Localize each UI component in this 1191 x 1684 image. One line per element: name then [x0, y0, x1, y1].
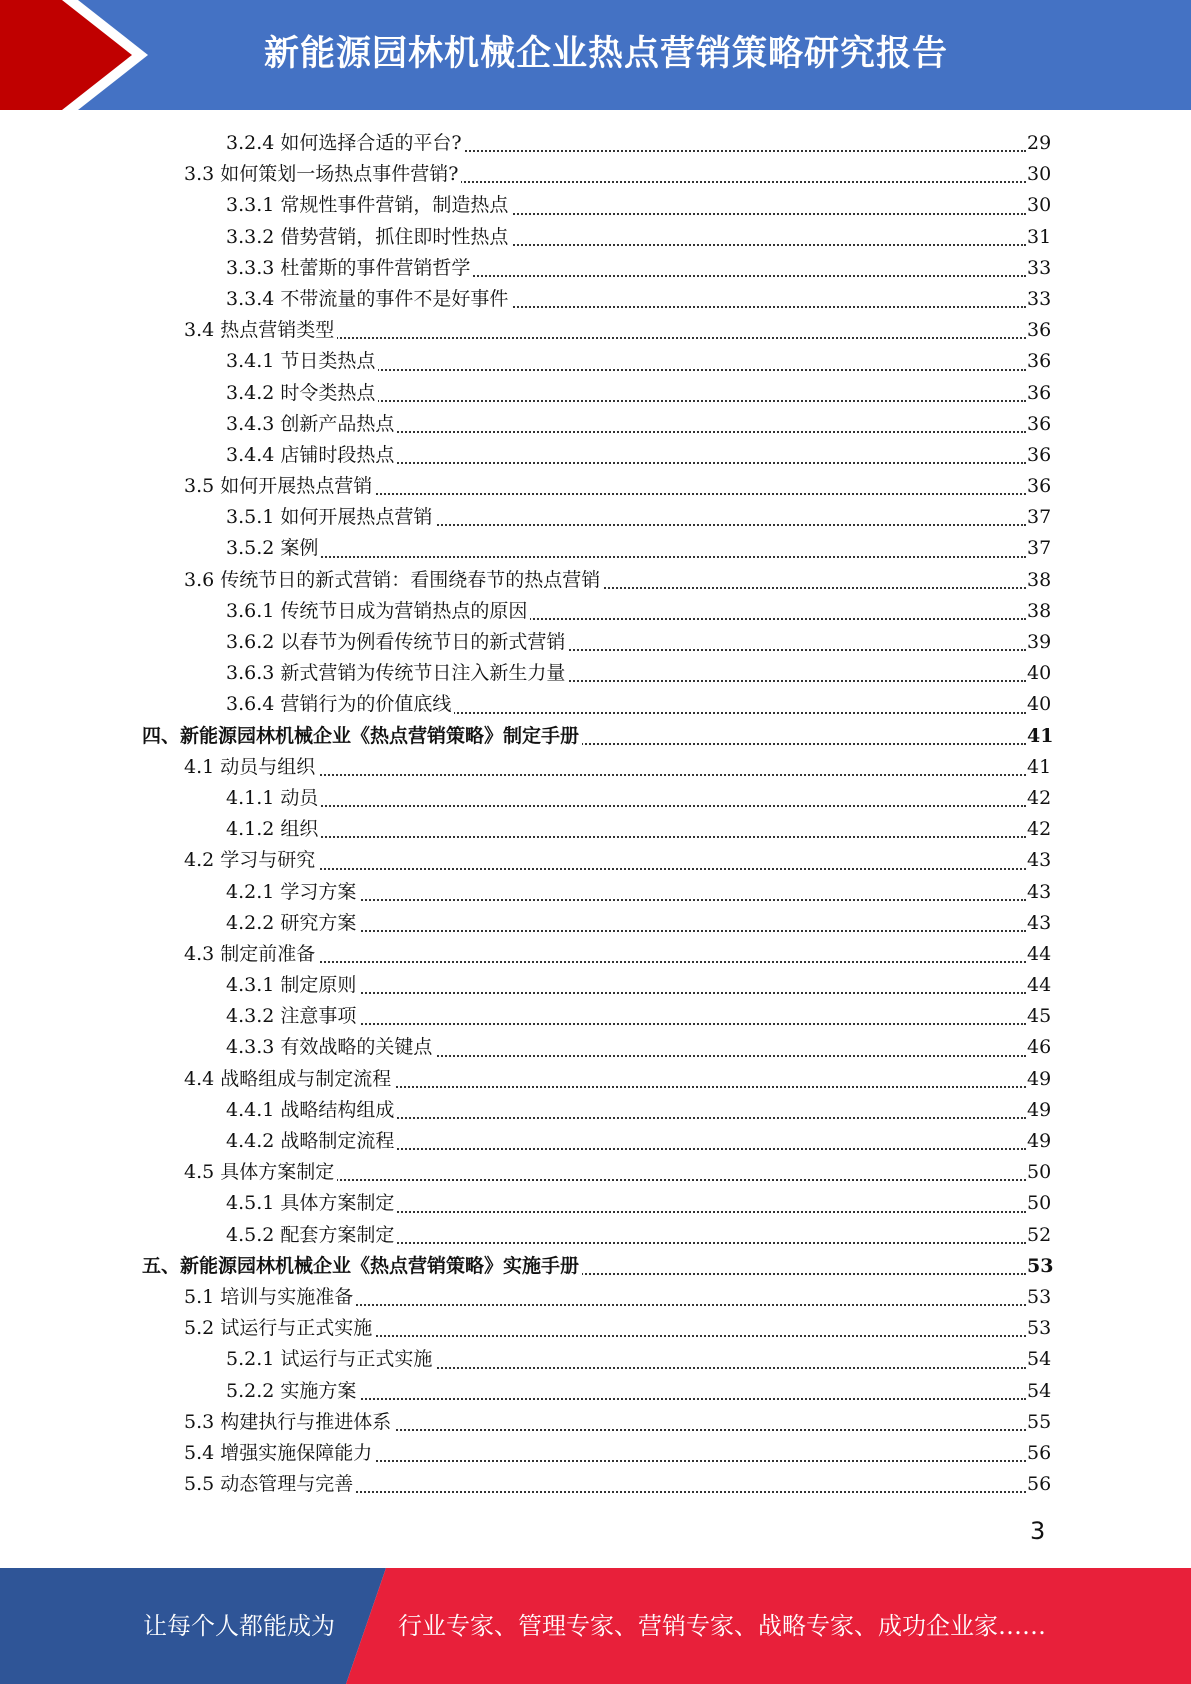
toc-entry[interactable]	[0, 1313, 1191, 1344]
toc-entry-page: 42	[1027, 783, 1051, 814]
toc-entry[interactable]	[0, 1188, 1191, 1219]
toc-entry[interactable]	[0, 1095, 1191, 1126]
toc-entry[interactable]	[0, 253, 1191, 284]
toc-entry-page: 43	[1027, 845, 1051, 876]
toc-entry[interactable]	[0, 1407, 1191, 1438]
toc-entry[interactable]	[0, 939, 1191, 970]
toc-entry[interactable]	[0, 752, 1191, 783]
toc-entry-title: 4.5 具体方案制定	[184, 1157, 337, 1188]
toc-entry[interactable]	[0, 346, 1191, 377]
toc-entry-page: 40	[1027, 658, 1051, 689]
toc-entry[interactable]	[0, 502, 1191, 533]
toc-entry[interactable]	[0, 471, 1191, 502]
toc-entry-page: 46	[1027, 1032, 1051, 1063]
toc-entry-page: 33	[1027, 253, 1051, 284]
toc-entry[interactable]	[0, 1220, 1191, 1251]
toc-entry-title: 3.3.2 借势营销，抓住即时性热点	[226, 222, 511, 253]
toc-entry-page: 36	[1027, 346, 1051, 377]
toc-entry[interactable]	[0, 533, 1191, 564]
toc-entry-page: 49	[1027, 1095, 1051, 1126]
toc-entry-title: 3.6.1 传统节日成为营销热点的原因	[226, 596, 530, 627]
toc-entry-page: 40	[1027, 689, 1051, 720]
toc-entry[interactable]	[0, 970, 1191, 1001]
toc-entry-page: 37	[1027, 533, 1051, 564]
toc-entry-page: 38	[1027, 565, 1051, 596]
toc-entry[interactable]	[0, 721, 1191, 752]
toc-entry[interactable]	[0, 908, 1191, 939]
toc-entry-title: 3.5.2 案例	[226, 533, 321, 564]
toc-entry-page: 33	[1027, 284, 1051, 315]
toc-entry-page: 36	[1027, 471, 1051, 502]
toc-entry-page: 52	[1027, 1220, 1051, 1251]
toc-entry-title: 4.2 学习与研究	[184, 845, 318, 876]
toc-entry-title: 3.4.4 店铺时段热点	[226, 440, 397, 471]
toc-entry-title: 3.4.2 时令类热点	[226, 378, 378, 409]
footer-band	[0, 1568, 1191, 1684]
toc-entry-page: 36	[1027, 440, 1051, 471]
toc-entry-page: 50	[1027, 1157, 1051, 1188]
toc-entry[interactable]	[0, 565, 1191, 596]
toc-entry-page: 36	[1027, 409, 1051, 440]
toc-entry[interactable]	[0, 1438, 1191, 1469]
toc-entry[interactable]	[0, 190, 1191, 221]
toc-entry[interactable]	[0, 1282, 1191, 1313]
toc-entry-page: 44	[1027, 939, 1051, 970]
toc-entry-page: 36	[1027, 315, 1051, 346]
toc-dot-leader	[226, 814, 1026, 845]
toc-entry-title: 5.3 构建执行与推进体系	[184, 1407, 394, 1438]
toc-entry-title: 3.3.3 杜蕾斯的事件营销哲学	[226, 253, 473, 284]
toc-entry[interactable]	[0, 440, 1191, 471]
toc-entry-title: 5.2.2 实施方案	[226, 1376, 359, 1407]
toc-entry[interactable]	[0, 284, 1191, 315]
toc-entry-page: 53	[1027, 1313, 1051, 1344]
toc-entry-page: 53	[1027, 1251, 1053, 1282]
toc-entry-title: 3.5 如何开展热点营销	[184, 471, 375, 502]
toc-entry-title: 4.1.1 动员	[226, 783, 321, 814]
toc-entry[interactable]	[0, 1032, 1191, 1063]
toc-entry-title: 5.4 增强实施保障能力	[184, 1438, 375, 1469]
toc-entry-page: 54	[1027, 1344, 1051, 1375]
toc-entry[interactable]	[0, 596, 1191, 627]
toc-entry[interactable]	[0, 783, 1191, 814]
toc-entry-title: 3.3.1 常规性事件营销，制造热点	[226, 190, 511, 221]
toc-entry-page: 43	[1027, 877, 1051, 908]
toc-entry-page: 39	[1027, 627, 1051, 658]
toc-entry-title: 4.3.1 制定原则	[226, 970, 359, 1001]
toc-entry-page: 30	[1027, 159, 1051, 190]
toc-entry-page: 30	[1027, 190, 1051, 221]
header-band	[0, 0, 1191, 110]
toc-entry[interactable]	[0, 1344, 1191, 1375]
toc-entry-title: 5.5 动态管理与完善	[184, 1469, 356, 1500]
toc-entry-title: 4.1.2 组织	[226, 814, 321, 845]
toc-entry-page: 56	[1027, 1469, 1051, 1500]
toc-entry-title: 3.5.1 如何开展热点营销	[226, 502, 435, 533]
toc-entry-page: 31	[1027, 222, 1051, 253]
toc-entry[interactable]	[0, 658, 1191, 689]
toc-dot-leader	[226, 783, 1026, 814]
toc-entry[interactable]	[0, 845, 1191, 876]
toc-entry[interactable]	[0, 315, 1191, 346]
toc-entry[interactable]	[0, 1064, 1191, 1095]
toc-entry[interactable]	[0, 814, 1191, 845]
toc-entry-page: 43	[1027, 908, 1051, 939]
toc-entry-page: 55	[1027, 1407, 1051, 1438]
toc-entry[interactable]	[0, 128, 1191, 159]
toc-entry-title: 4.1 动员与组织	[184, 752, 318, 783]
toc-entry-title: 3.6.4 营销行为的价值底线	[226, 689, 454, 720]
toc-entry-page: 50	[1027, 1188, 1051, 1219]
toc-entry-page: 54	[1027, 1376, 1051, 1407]
page-number: 3	[1030, 1517, 1046, 1545]
report-title: 新能源园林机械企业热点营销策略研究报告	[263, 34, 948, 74]
toc-entry-page: 56	[1027, 1438, 1051, 1469]
toc-entry[interactable]	[0, 159, 1191, 190]
toc-entry-title: 4.3.2 注意事项	[226, 1001, 359, 1032]
toc-entry-title: 3.6 传统节日的新式营销：看围绕春节的热点营销	[184, 565, 603, 596]
toc-entry-title: 4.3.3 有效战略的关键点	[226, 1032, 435, 1063]
footer-slogan-left: 让每个人都能成为	[143, 1612, 335, 1640]
toc-entry[interactable]	[0, 409, 1191, 440]
toc-entry-page: 53	[1027, 1282, 1051, 1313]
toc-entry-title: 3.4.3 创新产品热点	[226, 409, 397, 440]
toc-entry-title: 3.3 如何策划一场热点事件营销?	[184, 159, 461, 190]
toc-entry-title: 4.5.2 配套方案制定	[226, 1220, 397, 1251]
toc-entry-title: 4.5.1 具体方案制定	[226, 1188, 397, 1219]
toc-entry-page: 45	[1027, 1001, 1051, 1032]
toc-entry-page: 41	[1027, 752, 1051, 783]
toc-entry-title: 3.4.1 节日类热点	[226, 346, 378, 377]
toc-entry[interactable]	[0, 689, 1191, 720]
toc-entry-title: 4.2.2 研究方案	[226, 908, 359, 939]
toc-entry-title: 四、新能源园林机械企业《热点营销策略》制定手册	[142, 721, 582, 752]
toc-entry-page: 42	[1027, 814, 1051, 845]
toc-entry-title: 4.2.1 学习方案	[226, 877, 359, 908]
toc-entry-title: 五、新能源园林机械企业《热点营销策略》实施手册	[142, 1251, 582, 1282]
toc-entry-title: 5.2 试运行与正式实施	[184, 1313, 375, 1344]
toc-entry-title: 3.3.4 不带流量的事件不是好事件	[226, 284, 511, 315]
toc-entry[interactable]	[0, 627, 1191, 658]
footer-slogan-right: 行业专家、管理专家、营销专家、战略专家、成功企业家……	[398, 1612, 1046, 1640]
toc-entry[interactable]	[0, 1157, 1191, 1188]
toc-entry[interactable]	[0, 222, 1191, 253]
toc-entry-page: 36	[1027, 378, 1051, 409]
toc-entry-page: 38	[1027, 596, 1051, 627]
toc-entry-title: 5.2.1 试运行与正式实施	[226, 1344, 435, 1375]
toc-entry[interactable]	[0, 1001, 1191, 1032]
toc-entry-page: 41	[1027, 721, 1053, 752]
toc-entry-title: 5.1 培训与实施准备	[184, 1282, 356, 1313]
toc-entry[interactable]	[0, 1469, 1191, 1500]
toc-dot-leader	[226, 533, 1026, 564]
toc-entry-title: 3.2.4 如何选择合适的平台?	[226, 128, 465, 159]
toc-entry[interactable]	[0, 378, 1191, 409]
toc-entry-title: 3.4 热点营销类型	[184, 315, 337, 346]
toc-entry[interactable]	[0, 877, 1191, 908]
toc-entry-title: 3.6.2 以春节为例看传统节日的新式营销	[226, 627, 568, 658]
toc-entry-page: 49	[1027, 1064, 1051, 1095]
toc-entry[interactable]	[0, 1251, 1191, 1282]
toc-entry-title: 4.4.2 战略制定流程	[226, 1126, 397, 1157]
toc-entry[interactable]	[0, 1376, 1191, 1407]
table-of-contents	[0, 128, 1191, 1500]
toc-entry-title: 4.4 战略组成与制定流程	[184, 1064, 394, 1095]
toc-entry-page: 37	[1027, 502, 1051, 533]
toc-entry-page: 44	[1027, 970, 1051, 1001]
toc-entry[interactable]	[0, 1126, 1191, 1157]
toc-entry-page: 49	[1027, 1126, 1051, 1157]
toc-entry-title: 4.4.1 战略结构组成	[226, 1095, 397, 1126]
toc-entry-title: 4.3 制定前准备	[184, 939, 318, 970]
toc-entry-title: 3.6.3 新式营销为传统节日注入新生力量	[226, 658, 568, 689]
toc-entry-page: 29	[1027, 128, 1051, 159]
